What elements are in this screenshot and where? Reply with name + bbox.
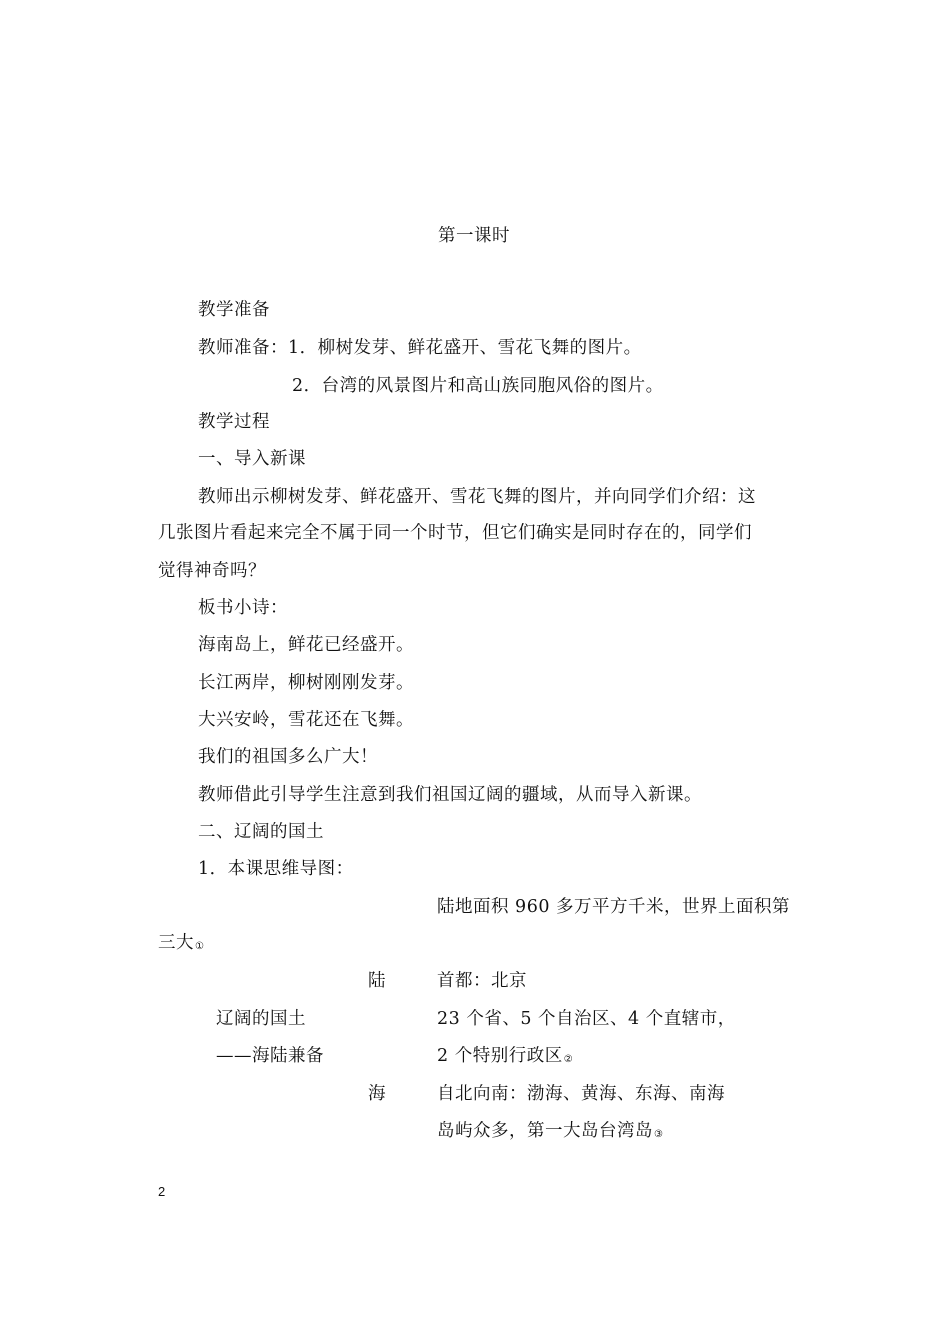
prep-line-2: 2．台湾的风景图片和高山族同胞风俗的图片。: [292, 376, 664, 396]
closing-sentence: 教师借此引导学生注意到我们祖国辽阔的疆域，从而导入新课。: [198, 785, 702, 805]
mindmap-capital: 首都：北京: [437, 971, 527, 991]
mindmap-intro: 1．本课思维导图：: [198, 859, 354, 879]
poem-line-2: 长江两岸，柳树刚刚发芽。: [198, 673, 414, 693]
poem-line-1: 海南岛上，鲜花已经盛开。: [198, 635, 414, 655]
mindmap-center-subtitle: ——海陆兼备: [216, 1046, 324, 1066]
divisions-text: 2 个特别行政区: [437, 1046, 563, 1066]
islands-text: 岛屿众多，第一大岛台湾岛: [437, 1121, 653, 1141]
mindmap-center-title: 辽阔的国土: [216, 1009, 306, 1029]
section1-heading: 一、导入新课: [198, 449, 306, 469]
intro-para-line-2: 几张图片看起来完全不属于同一个时节，但它们确实是同时存在的，同学们: [158, 523, 752, 543]
page-title: 第一课时: [438, 226, 510, 246]
mindmap-islands: [437, 1123, 663, 1141]
process-heading: 教学过程: [198, 412, 270, 432]
prep-heading: 教学准备: [198, 300, 270, 320]
mindmap-divisions-line-2: [437, 1048, 573, 1066]
intro-para-line-1: 教师出示柳树发芽、鲜花盛开、雪花飞舞的图片，并向同学们介绍：这: [198, 487, 756, 507]
section2-heading: 二、辽阔的国土: [198, 822, 324, 842]
page-number: 2: [158, 1184, 166, 1199]
footnote-mark-2: ②: [563, 1054, 574, 1065]
prep-line-1: 教师准备：1．柳树发芽、鲜花盛开、雪花飞舞的图片。: [198, 338, 642, 358]
mindmap-land-area-line-1: 陆地面积 960 多万平方千米，世界上面积第: [437, 897, 791, 917]
poem-line-3: 大兴安岭，雪花还在飞舞。: [198, 710, 414, 730]
intro-para-line-3: 觉得神奇吗？: [158, 561, 266, 581]
footnote-mark-1: ①: [195, 941, 205, 952]
mindmap-land-area-line-2: [158, 935, 204, 953]
mindmap-divisions-line-1: 23 个省、5 个自治区、4 个直辖市，: [437, 1009, 736, 1029]
mindmap-sea-label: 海: [368, 1084, 386, 1104]
mindmap-seas: 自北向南：渤海、黄海、东海、南海: [437, 1084, 725, 1104]
mindmap-land-label: 陆: [368, 971, 386, 991]
footnote-mark-3: ③: [654, 1129, 664, 1140]
poem-line-4: 我们的祖国多么广大！: [198, 747, 378, 767]
land-area-text: 三大: [158, 933, 194, 953]
board-label: 板书小诗：: [198, 598, 288, 618]
